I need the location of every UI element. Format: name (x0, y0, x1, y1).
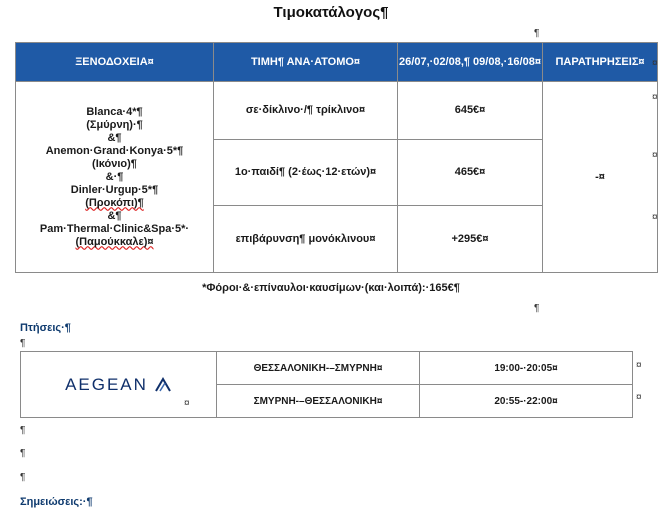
tax-note: *Φόροι·&·επίναυλοι·καυσίμων·(και·λοιπά):·165€¶ (202, 282, 460, 294)
hotel-line: (Σμύρνη)·¶ (86, 118, 143, 131)
hotel-line: Blanca·4*¶ (86, 105, 143, 118)
paragraph-mark: ¶ (534, 28, 540, 39)
price-cell: 645€¤ (398, 82, 543, 140)
price-cell: +295€¤ (398, 206, 543, 273)
hotel-line: &¶ (107, 131, 122, 144)
room-type-cell: σε·δίκλινο·/¶ τρίκλινο¤ (214, 82, 398, 140)
flights-table (20, 351, 633, 418)
room-type-cell: 1ο·παιδί¶ (2·έως·12·ετών)¤ (214, 140, 398, 206)
price-cell: 465€¤ (398, 140, 543, 206)
route-cell: ΣΜΥΡΝΗ-–ΘΕΣΣΑΛΟΝΙΚΗ¤ (217, 385, 420, 418)
hotels-cell (16, 82, 214, 273)
header-hotels: ΞΕΝΟΔΟΧΕΙΑ¤ (16, 43, 214, 82)
hotel-line: Anemon·Grand·Konya·5*¶ (45, 144, 184, 157)
table-row (16, 82, 658, 140)
hotel-line: &·¶ (105, 170, 124, 183)
notes-heading: Σημειώσεις:·¶ (20, 496, 93, 508)
header-dates: 26/07,·02/08,¶ 09/08,·16/08¤ (398, 43, 543, 82)
remarks-cell: -¤ (543, 82, 658, 273)
paragraph-mark: ¶ (20, 338, 26, 349)
price-table (15, 42, 658, 273)
cell-end-mark: ¤ (652, 58, 658, 69)
cell-end-mark: ¤ (184, 398, 190, 409)
logo-text: AEGEAN (65, 374, 148, 394)
page-title: Τιμοκατάλογος¶ (273, 4, 389, 21)
paragraph-mark: ¶ (534, 303, 540, 314)
paragraph-mark: ¶ (20, 425, 26, 436)
hotel-line: (Προκόπι)¶ (85, 196, 144, 209)
aegean-logo (22, 375, 215, 395)
hotel-line: (Ικόνιο)¶ (92, 157, 137, 170)
aegean-meander-icon (154, 377, 172, 393)
flights-heading: Πτήσεις·¶ (20, 322, 71, 334)
price-table-header-row (16, 43, 658, 82)
cell-end-mark: ¤ (652, 150, 658, 161)
paragraph-mark: ¶ (20, 448, 26, 459)
cell-end-mark: ¤ (652, 92, 658, 103)
time-cell: 19:00-·20:05¤ (420, 352, 633, 385)
hotel-line: (Παμούκκαλε)¤ (75, 235, 154, 248)
hotel-line: Pam·Thermal·Clinic&Spa·5*· (39, 222, 190, 235)
table-row (21, 352, 633, 385)
cell-end-mark: ¤ (636, 392, 642, 403)
header-price-per-person: ΤΙΜΗ¶ ΑΝΑ·ΑΤΟΜΟ¤ (214, 43, 398, 82)
time-cell: 20:55-·22:00¤ (420, 385, 633, 418)
hotel-line: Dinler·Urgup·5*¶ (70, 183, 159, 196)
cell-end-mark: ¤ (636, 360, 642, 371)
route-cell: ΘΕΣΣΑΛΟΝΙΚΗ-–ΣΜΥΡΝΗ¤ (217, 352, 420, 385)
cell-end-mark: ¤ (652, 212, 658, 223)
hotel-line: &¶ (107, 209, 122, 222)
header-remarks: ΠΑΡΑΤΗΡΗΣΕΙΣ¤ (543, 43, 658, 82)
room-type-cell: επιβάρυνση¶ μονόκλινου¤ (214, 206, 398, 273)
paragraph-mark: ¶ (20, 472, 26, 483)
